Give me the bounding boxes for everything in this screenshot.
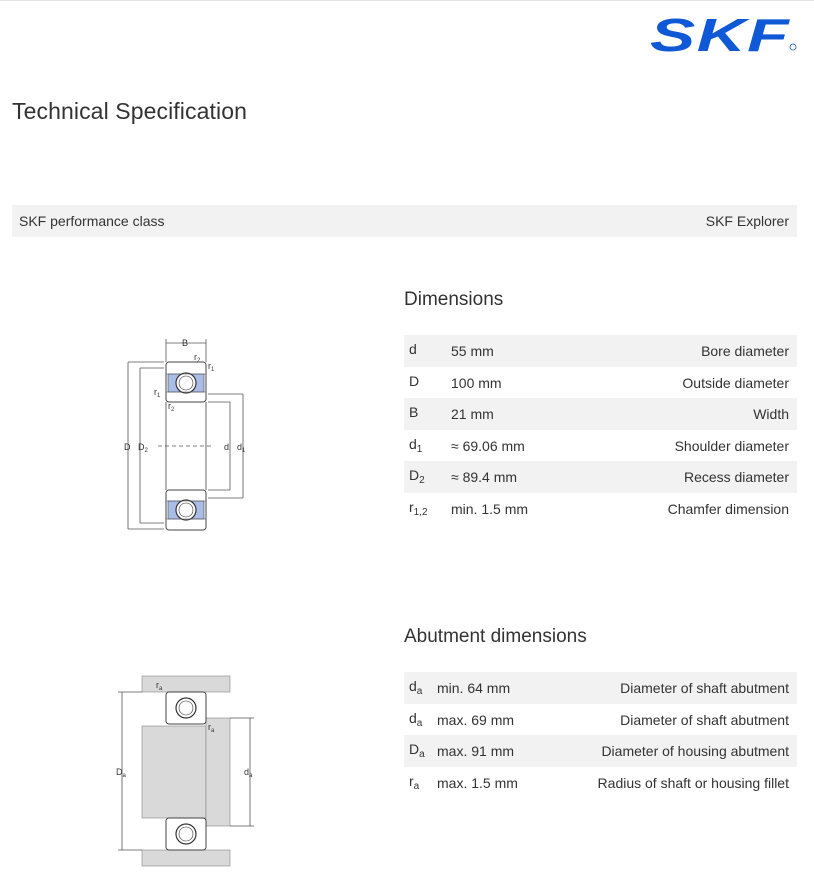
- row-symbol: $d_a$: [409, 709, 423, 729]
- row-description: Diameter of shaft abutment: [620, 680, 789, 696]
- table-row: [404, 672, 797, 704]
- row-value: min. 64 mm: [437, 680, 511, 696]
- abutment-bearing-bottom: [166, 818, 206, 850]
- dimensions-table: [404, 335, 797, 524]
- label-r1-top: $r_1$: [208, 361, 215, 373]
- abutment-bearing-top: [166, 692, 206, 724]
- label-da-housing: $D_a$: [116, 767, 126, 779]
- label-ra-top: $r_a$: [156, 680, 163, 692]
- bearing-dimensions-diagram: [118, 336, 258, 536]
- performance-class-bar: [12, 205, 797, 237]
- table-row: [404, 735, 797, 767]
- table-row: [404, 493, 797, 525]
- row-symbol: d: [409, 341, 417, 357]
- skf-logo[interactable]: [650, 16, 798, 56]
- row-symbol: $d_a$: [409, 678, 423, 697]
- row-value: max. 1.5 mm: [437, 774, 518, 791]
- abutment-dimensions-title: Abutment dimensions: [404, 626, 587, 647]
- label-ra-side: $r_a$: [208, 722, 215, 734]
- label-r1-side: $r_1$: [154, 387, 161, 399]
- label-r2-top: $r_2$: [194, 352, 201, 364]
- bearing-ring-bottom: [166, 490, 206, 530]
- row-symbol: $D_2$: [409, 467, 425, 486]
- performance-class-label: SKF performance class: [19, 213, 165, 229]
- dimensions-title: Dimensions: [404, 289, 504, 310]
- row-symbol: D: [409, 372, 420, 389]
- table-row: [404, 430, 797, 462]
- row-description: Width: [753, 406, 789, 422]
- label-small-d: d: [224, 442, 230, 452]
- row-symbol: B: [409, 404, 419, 420]
- row-value: ≈ 89.4 mm: [451, 469, 518, 485]
- logo-text: SKF: [650, 16, 792, 56]
- page-title: Technical Specification: [12, 98, 247, 124]
- row-description: Shoulder diameter: [674, 437, 789, 454]
- row-symbol: $r_a$: [409, 772, 420, 792]
- label-da-shaft: $d_a$: [244, 767, 253, 779]
- row-symbol: $d_1$: [409, 435, 423, 455]
- row-description: Diameter of housing abutment: [601, 743, 789, 759]
- row-value: 100 mm: [451, 374, 502, 391]
- label-d1: $d_1$: [237, 442, 246, 454]
- table-row: [404, 398, 797, 430]
- table-row: [404, 461, 797, 493]
- row-symbol: $r_{1,2}$: [409, 498, 428, 518]
- row-value: max. 91 mm: [437, 743, 515, 759]
- label-b: B: [182, 338, 189, 348]
- performance-class-value: SKF Explorer: [705, 213, 789, 229]
- table-row: [404, 335, 797, 367]
- row-description: Diameter of shaft abutment: [620, 711, 789, 728]
- row-value: 55 mm: [451, 343, 494, 359]
- abutment-dimensions-diagram: [108, 672, 268, 872]
- row-description: Bore diameter: [701, 343, 789, 359]
- row-value: max. 69 mm: [437, 711, 515, 728]
- top-divider: [0, 0, 814, 1]
- row-description: Chamfer dimension: [667, 500, 789, 517]
- row-value: 21 mm: [451, 406, 494, 422]
- row-description: Recess diameter: [683, 469, 789, 485]
- row-value: ≈ 69.06 mm: [451, 437, 525, 454]
- table-row: [404, 767, 797, 799]
- abutment-table: [404, 672, 797, 798]
- label-big-d: D: [124, 442, 131, 452]
- label-d2: $D_2$: [138, 442, 148, 454]
- row-description: Radius of shaft or housing fillet: [597, 774, 789, 791]
- row-value: min. 1.5 mm: [451, 500, 529, 517]
- label-r2-side: $r_2$: [168, 401, 175, 413]
- row-description: Outside diameter: [682, 374, 789, 391]
- bearing-ring-top: [166, 362, 206, 402]
- table-row: [404, 367, 797, 399]
- row-symbol: $D_a$: [409, 741, 425, 760]
- table-row: [404, 704, 797, 736]
